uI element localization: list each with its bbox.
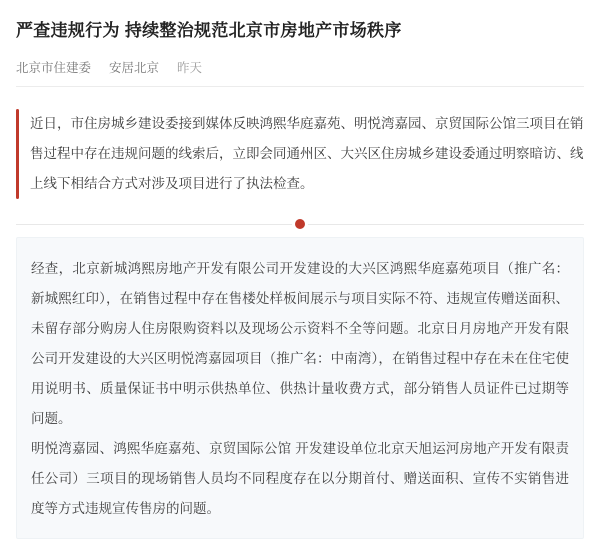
lead-accent-bar	[16, 109, 19, 199]
article-meta	[16, 44, 584, 87]
article-account[interactable]: 安居北京	[109, 61, 160, 75]
article-paragraph: 经查，北京新城鸿熙房地产开发有限公司开发建设的大兴区鸿熙华庭嘉苑项目（推广名：新城熙红印），在销售过程中存在售楼处样板间展示与项目实际不符、违规宣传赠送面积、未留存部分购房人住房限购资料以及现场公示资料不全等问题。北京日月房地产开发有限公司开发建设的大兴区明悦湾嘉园项目（推广名：中南湾），在销售过程中存在未在住宅使用说明书、质量保证书中明示供热单位、供热计量收费方式，部分销售人员证件已过期等问题。	[31, 261, 569, 426]
article-body	[16, 237, 584, 539]
article-paragraph: 明悦湾嘉园、鸿熙华庭嘉苑、京贸国际公馆 开发建设单位北京天旭运河房地产开发有限责任公司）三项目的现场销售人员均不同程度存在以分期首付、赠送面积、宣传不实销售进度等方式违规宣传售房的问题。	[31, 441, 569, 516]
divider-dot-icon	[295, 219, 305, 229]
article-lead	[16, 103, 584, 205]
page-title: 严查违规行为 持续整治规范北京市房地产市场秩序	[16, 21, 402, 40]
lead-text: 近日，市住房城乡建设委接到媒体反映鸿熙华庭嘉苑、明悦湾嘉园、京贸国际公馆三项目在销售过程中存在违规问题的线索后，立即会同通州区、大兴区住房城乡建设委通过明察暗访、线上线下相结合方式对涉及项目进行了执法检查。	[30, 116, 584, 191]
section-divider	[16, 211, 584, 237]
article-time: 昨天	[177, 61, 203, 75]
article-source[interactable]: 北京市住建委	[16, 61, 92, 75]
